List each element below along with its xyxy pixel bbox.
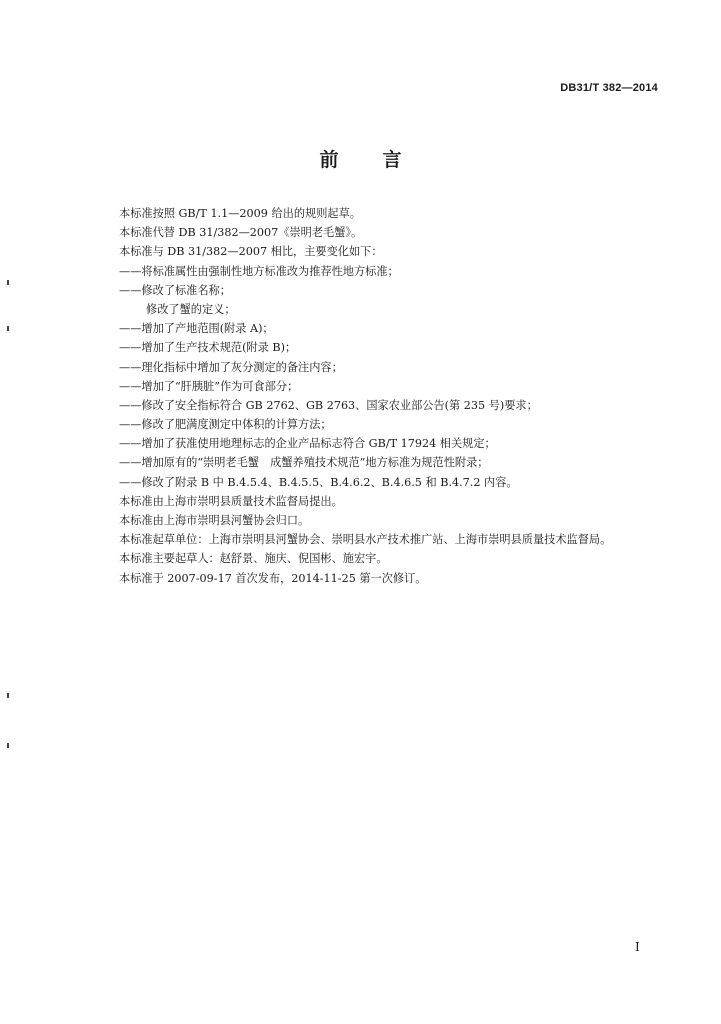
scan-mark: [7, 743, 9, 748]
page-title: 前言: [319, 149, 446, 171]
body-line: ——增加了获准使用地理标志的企业产品标志符合 GB/T 17924 相关规定；: [119, 437, 496, 451]
body-line: ——增加了生产技术规范(附录 B)；: [119, 341, 297, 355]
body-line: ——修改了附录 B 中 B.4.5.4、B.4.5.5、B.4.6.2、B.4.6.5 和 B.4.7.2 内容。: [119, 475, 518, 489]
body-line: 本标准按照 GB/T 1.1—2009 给出的规则起草。: [119, 207, 361, 220]
body-line: ——修改了标准名称；: [119, 283, 231, 297]
body-line: ——增加原有的“崇明老毛蟹 成蟹养殖技术规范”地方标准为规范性附录；: [119, 456, 489, 470]
body-line: ——将标准属性由强制性地方标准改为推荐性地方标准；: [119, 264, 399, 278]
scan-mark: [7, 693, 9, 698]
scan-mark: [7, 326, 9, 331]
body-line: 修改了蟹的定义；: [146, 302, 236, 316]
body-line: 本标准于 2007-09-17 首次发布，2014-11-25 第一次修订。: [119, 571, 427, 585]
scan-mark: [7, 280, 9, 285]
body-line: ——增加了产地范围(附录 A)；: [119, 322, 274, 336]
body-line: ——修改了安全指标符合 GB 2762、GB 2763、国家农业部公告(第 235 号)要求；: [119, 398, 538, 412]
body-line: 本标准起草单位：上海市崇明县河蟹协会、崇明县水产技术推广站、上海市崇明县质量技术监督局。: [119, 533, 612, 547]
body-line: 本标准由上海市崇明县河蟹协会归口。: [119, 514, 310, 527]
document-code: DB31/T 382—2014: [560, 82, 658, 94]
body-line: 本标准由上海市崇明县质量技术监督局提出。: [119, 494, 343, 508]
body-line: 本标准代替 DB 31/382—2007《崇明老毛蟹》。: [119, 226, 363, 240]
body-line: 本标准与 DB 31/382—2007 相比，主要变化如下：: [119, 245, 383, 259]
body-line: 本标准主要起草人：赵舒景、施庆、倪国彬、施宏宇。: [119, 552, 388, 566]
body-line: ——修改了肥满度测定中体积的计算方法；: [119, 418, 332, 432]
body-line: ——理化指标中增加了灰分测定的备注内容；: [119, 360, 343, 374]
preface-body: [119, 204, 679, 588]
page-number: I: [635, 940, 640, 954]
body-line: ——增加了“肝胰脏”作为可食部分；: [119, 379, 299, 393]
